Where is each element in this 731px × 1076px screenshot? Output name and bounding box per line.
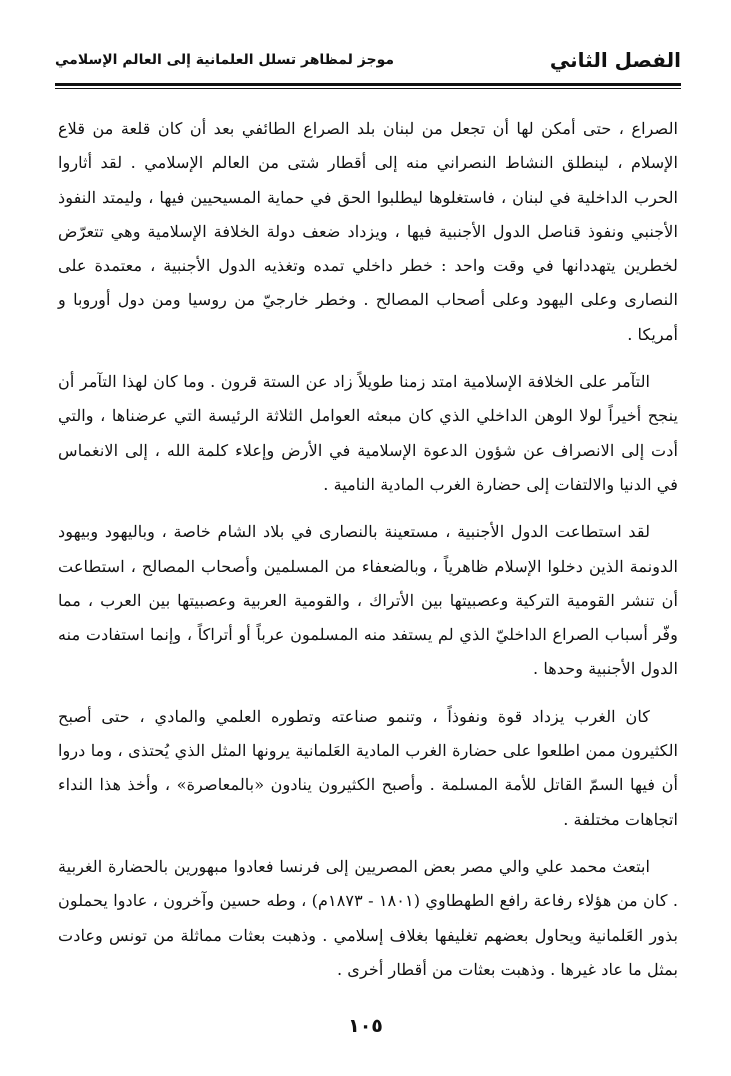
running-title: موجز لمظاهر تسلل العلمانية إلى العالم الإسلامي xyxy=(55,52,395,68)
chapter-title: الفصل الثاني xyxy=(549,48,681,72)
header-rule-thin xyxy=(55,88,681,89)
paragraph: كان الغرب يزداد قوة ونفوذاً ، وتنمو صناعته وتطوره العلمي والمادي ، حتى أصبح الكثيرون ممن اطلعوا على حضارة الغرب المادية العَلمانية يرونها المثل الذي يُحتذى ، وما دروا أن فيها السمّ القاتل للأمة المسلمة . وأصبح الكثيرون ينادون «بالمعاصرة» ، وأخذ هذا النداء اتجاهات مختلفة . xyxy=(58,706,678,829)
paragraph: ابتعث محمد علي والي مصر بعض المصريين إلى فرنسا فعادوا مبهورين بالحضارة الغربية . كان من هؤلاء رفاعة رافع الطهطاوي (١٨٠١ - ١٨٧٣م) ، وطه حسين وآخرون ، عادوا يحملون بذور العَلمانية ويحاول بعضهم تغليفها بغلاف إسلامي . وذهبت بعثات مماثلة من تونس وعادت بمثل ما عاد غيرها . وذهبت بعثات من أقطار أخرى . xyxy=(58,856,678,979)
body-text xyxy=(58,112,678,987)
paragraph: الصراع ، حتى أمكن لها أن تجعل من لبنان بلد الصراع الطائفي بعد أن كان قلعة من قلاع الإسلام ، لينطلق النشاط النصراني منه إلى أقطار شتى من العالم الإسلامي . لقد أثاروا الحرب الداخلية في لبنان ، فاستغلوها ليطلبوا الحق في حماية المسيحيين فيها ، وليمتد النفوذ الأجنبي ونفوذ قناصل الدول الأجنبية فيها ، ويزداد ضعف دولة الخلافة الإسلامية وهي تتعرّض لخطرين يتهددانها في وقت واحد : خطر داخلي تمده وتغذيه الدول الأجنبية ، معتمدة على النصارى وعلى اليهود وعلى أصحاب المصالح . وخطر خارجيّ من روسيا ومن دول أوروبا و أمريكا . xyxy=(58,119,678,344)
page-header xyxy=(55,42,681,82)
paragraph: لقد استطاعت الدول الأجنبية ، مستعينة بالنصارى في بلاد الشام خاصة ، وباليهود وبيهود الدونمة الذين دخلوا الإسلام ظاهرياً ، وبالضعفاء من المسلمين وأصحاب المصالح ، استطاعت أن تنشر القومية التركية وعصبيتها بين الأتراك ، والقومية العربية وعصبيتها بين العرب ، مما وفّر أسباب الصراع الداخليّ الذي لم يستفد منه المسلمون عرباً أو أتراكاً ، وإنما استفادت منه الدول الأجنبية وحدها . xyxy=(58,522,678,679)
header-rule-thick xyxy=(55,83,681,86)
page-number: ١٠٥ xyxy=(348,1015,383,1037)
paragraph: التآمر على الخلافة الإسلامية امتد زمنا طويلاً زاد عن الستة قرون . وما كان لهذا التآمر أن ينجح أخيراً لولا الوهن الداخلي الذي كان مبعثه العوامل الثلاثة الرئيسة التي عرضناها ، والتي أدت إلى الانصراف عن شؤون الدعوة الإسلامية في الأرض وإعلاء كلمة الله ، إلى الانغماس في الدنيا والالتفات إلى حضارة الغرب المادية النامية . xyxy=(58,372,678,494)
